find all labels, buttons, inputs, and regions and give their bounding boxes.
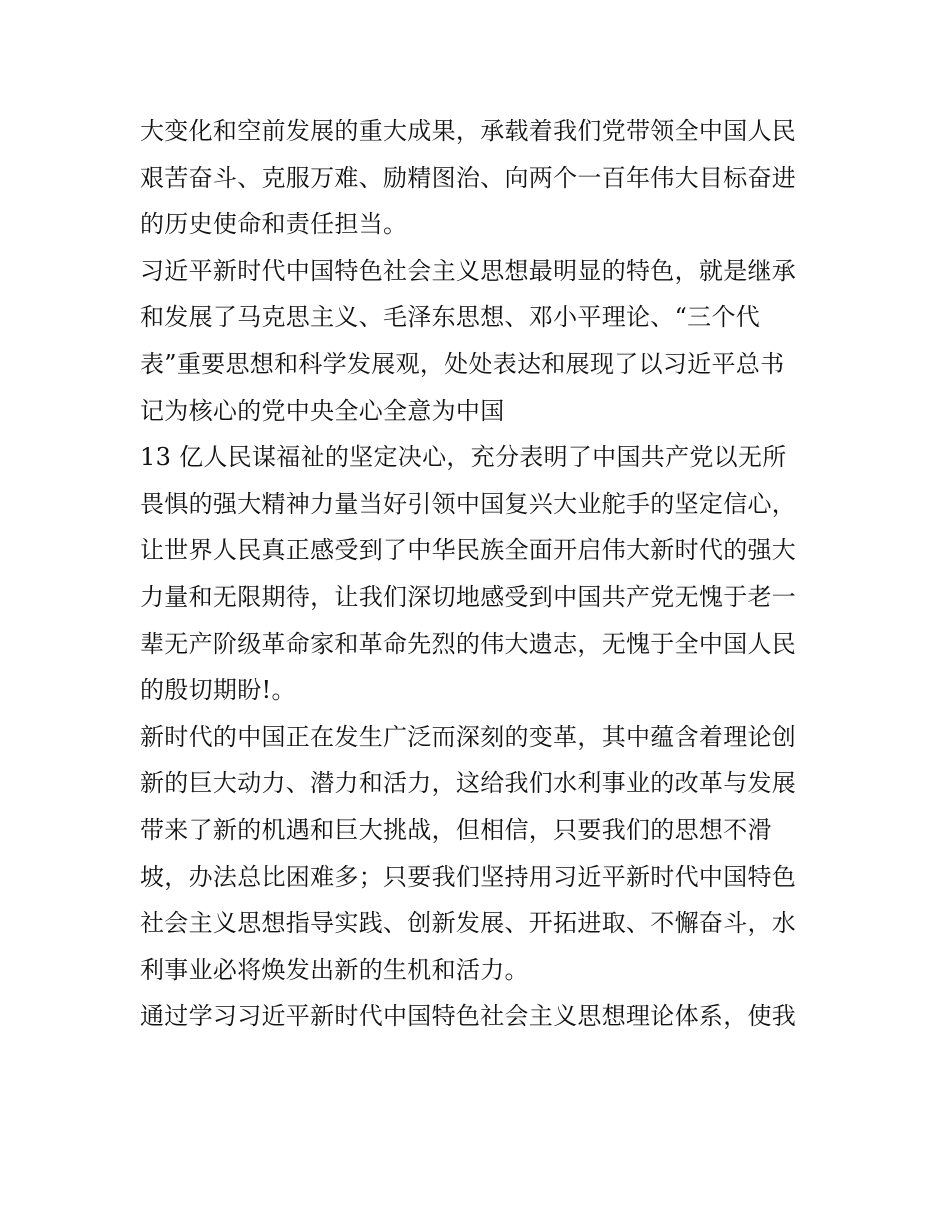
text-line: 新的巨大动力、潜力和活力，这给我们水利事业的改革与发展: [140, 769, 797, 798]
text-line: 和发展了马克思主义、毛泽东思想、邓小平理论、“三个代: [140, 303, 761, 332]
text-line: 表”重要思想和科学发展观，处处表达和展现了以习近平总书: [140, 349, 785, 378]
text-line: 让世界人民真正感受到了中华民族全面开启伟大新时代的强大: [140, 536, 797, 565]
text-line: 坡，办法总比困难多；只要我们坚持用习近平新时代中国特色: [140, 862, 797, 891]
text-line: 的历史使命和责任担当。: [140, 210, 408, 239]
text-line: 社会主义思想指导实践、创新发展、开拓进取、不懈奋斗，水: [140, 909, 797, 938]
text-line: 辈无产阶级革命家和革命先烈的伟大遗志，无愧于全中国人民: [140, 629, 797, 658]
text-line: 新时代的中国正在发生广泛而深刻的变革，其中蕴含着理论创: [140, 722, 797, 751]
text-line: 带来了新的机遇和巨大挑战，但相信，只要我们的思想不滑: [140, 815, 772, 844]
document-body: [140, 108, 816, 1040]
text-line: 畏惧的强大精神力量当好引领中国复兴大业舵手的坚定信心，: [140, 489, 797, 518]
text-line: 利事业必将焕发出新的生机和活力。: [140, 955, 529, 984]
text-line: 记为核心的党中央全心全意为中国: [140, 396, 505, 425]
text-line: 大变化和空前发展的重大成果，承载着我们党带领全中国人民: [140, 117, 797, 145]
text-line: 艰苦奋斗、克服万难、励精图治、向两个一百年伟大目标奋进: [140, 163, 797, 192]
text-line: 通过学习习近平新时代中国特色社会主义思想理论体系，使我: [140, 1002, 797, 1031]
text-line: 13 亿人民谋福祉的坚定决心，充分表明了中国共产党以无所: [140, 443, 787, 472]
text-line: 力量和无限期待，让我们深切地感受到中国共产党无愧于老一: [140, 582, 797, 611]
text-line: 的殷切期盼!。: [140, 676, 296, 705]
text-line: 习近平新时代中国特色社会主义思想最明显的特色，就是继承: [140, 256, 797, 285]
